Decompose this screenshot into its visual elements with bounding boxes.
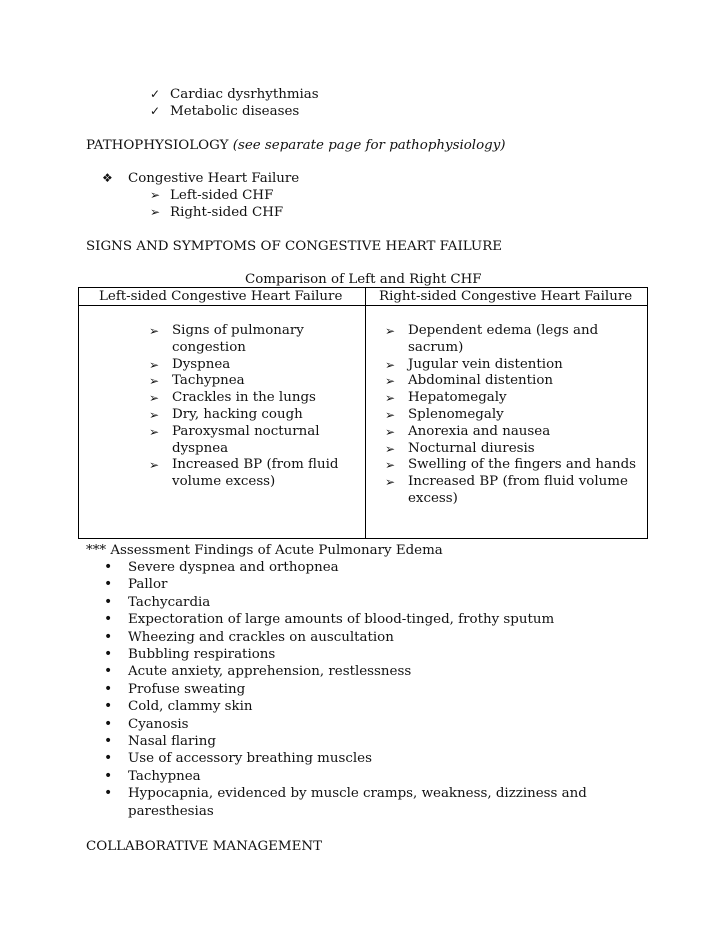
- pulmonary-edema-heading: *** Assessment Findings of Acute Pulmonary Edema: [86, 543, 443, 558]
- round-bullet-icon: •: [104, 628, 113, 645]
- table-title: Comparison of Left and Right CHF: [245, 272, 482, 287]
- list-item-text: Dry, hacking cough: [172, 406, 303, 422]
- round-bullet-icon: •: [104, 646, 113, 663]
- list-item-text: Swelling of the fingers and hands: [408, 457, 637, 473]
- arrowhead-bullet-icon: ➢: [385, 391, 396, 406]
- list-item-text: Increased BP (from fluid volume excess): [172, 457, 339, 490]
- list-item: [385, 373, 647, 390]
- list-item-text: Left-sided CHF: [170, 188, 274, 203]
- check-icon: ✓: [150, 87, 161, 101]
- list-item: [102, 611, 642, 628]
- list-item-text: Paroxysmal nocturnal dyspnea: [172, 423, 320, 456]
- collaborative-management-heading: COLLABORATIVE MANAGEMENT: [86, 839, 323, 854]
- list-item: [385, 390, 647, 407]
- list-item: [102, 663, 642, 680]
- list-item-text: Cyanosis: [128, 716, 189, 732]
- list-item: [102, 750, 642, 767]
- list-item: [385, 357, 647, 374]
- list-item-text: Congestive Heart Failure: [128, 171, 300, 186]
- arrowhead-bullet-icon: ➢: [149, 374, 160, 389]
- list-item-text: Metabolic diseases: [170, 104, 300, 119]
- list-item: [149, 390, 359, 407]
- round-bullet-icon: •: [104, 559, 113, 575]
- table-header-divider: [79, 305, 647, 306]
- list-item: [149, 407, 359, 424]
- arrowhead-bullet-icon: ➢: [149, 391, 160, 406]
- round-bullet-icon: •: [104, 733, 113, 750]
- list-item-text: Right-sided CHF: [170, 205, 284, 220]
- round-bullet-icon: •: [104, 593, 113, 610]
- right-sided-list: [385, 323, 647, 508]
- arrowhead-bullet-icon: ➢: [385, 475, 396, 490]
- arrowhead-bullet-icon: ➢: [150, 188, 161, 202]
- round-bullet-icon: •: [104, 611, 113, 628]
- left-sided-list: [149, 323, 359, 491]
- chf-sublist: [150, 187, 283, 221]
- list-item: [385, 424, 647, 441]
- list-item: [149, 357, 359, 374]
- round-bullet-icon: •: [104, 715, 113, 732]
- arrowhead-bullet-icon: ➢: [150, 205, 161, 219]
- list-item-text: Hepatomegaly: [408, 390, 507, 406]
- list-item: [102, 768, 642, 785]
- list-item: [385, 407, 647, 424]
- list-item: [385, 323, 647, 357]
- list-item: [385, 474, 647, 508]
- list-item-text: Pallor: [128, 577, 168, 593]
- list-item-text: Signs of pulmonary congestion: [172, 323, 304, 355]
- right-column-header: Right-sided Congestive Heart Failure: [379, 289, 633, 304]
- arrowhead-bullet-icon: ➢: [385, 458, 396, 473]
- pulmonary-edema-list: [102, 559, 642, 820]
- list-item: [102, 170, 299, 187]
- round-bullet-icon: •: [104, 698, 113, 715]
- list-item: [102, 646, 642, 663]
- list-item: [102, 594, 642, 611]
- diamond-bullet-icon: ❖: [102, 171, 113, 185]
- round-bullet-icon: •: [104, 680, 113, 697]
- list-item-text: Cardiac dysrhythmias: [170, 87, 319, 102]
- list-item: [385, 457, 647, 474]
- round-bullet-icon: •: [104, 750, 113, 767]
- list-item: [149, 457, 359, 491]
- signs-heading: SIGNS AND SYMPTOMS OF CONGESTIVE HEART FAILURE: [86, 239, 503, 254]
- heading-note: (see separate page for pathophysiology): [232, 138, 506, 153]
- list-item-text: Increased BP (from fluid volume excess): [408, 474, 628, 506]
- list-item-text: Dyspnea: [172, 356, 231, 372]
- arrowhead-bullet-icon: ➢: [385, 374, 396, 389]
- round-bullet-icon: •: [104, 767, 113, 784]
- list-item-text: Anorexia and nausea: [408, 423, 551, 439]
- list-item: [102, 785, 642, 820]
- list-item-text: Crackles in the lungs: [172, 390, 316, 406]
- list-item: [150, 204, 283, 221]
- list-item-text: Splenomegaly: [408, 406, 504, 422]
- list-item-text: Profuse sweating: [128, 681, 246, 697]
- arrowhead-bullet-icon: ➢: [385, 407, 396, 422]
- list-item: [149, 424, 359, 458]
- list-item-text: Tachycardia: [128, 594, 211, 610]
- list-item-text: Bubbling respirations: [128, 647, 276, 663]
- list-item: [102, 716, 642, 733]
- list-item-text: Acute anxiety, apprehension, restlessness: [128, 664, 412, 680]
- list-item-text: Nocturnal diuresis: [408, 440, 535, 456]
- chf-list: [102, 170, 299, 187]
- arrowhead-bullet-icon: ➢: [149, 357, 160, 372]
- list-item-text: Tachypnea: [172, 373, 245, 389]
- list-item-text: Dependent edema (legs and sacrum): [408, 323, 599, 355]
- list-item-text: Cold, clammy skin: [128, 699, 253, 715]
- list-item: [102, 559, 642, 576]
- list-item: [102, 733, 642, 750]
- round-bullet-icon: •: [104, 663, 113, 680]
- left-column-header: Left-sided Congestive Heart Failure: [99, 289, 343, 304]
- list-item: [102, 681, 642, 698]
- list-item-text: Tachypnea: [128, 768, 201, 784]
- list-item-text: Jugular vein distention: [408, 356, 563, 372]
- round-bullet-icon: •: [104, 785, 113, 802]
- arrowhead-bullet-icon: ➢: [149, 424, 160, 439]
- list-item: [102, 698, 642, 715]
- check-icon: ✓: [150, 104, 161, 118]
- heading-text: PATHOPHYSIOLOGY: [86, 138, 229, 153]
- list-item-text: Abdominal distention: [408, 373, 554, 389]
- checklist: [150, 86, 319, 120]
- list-item: [150, 86, 319, 103]
- list-item: [150, 103, 319, 120]
- table-column-divider: [365, 288, 366, 538]
- list-item: [102, 629, 642, 646]
- arrowhead-bullet-icon: ➢: [385, 424, 396, 439]
- list-item-text: Expectoration of large amounts of blood-tinged, frothy sputum: [128, 612, 555, 628]
- arrowhead-bullet-icon: ➢: [385, 441, 396, 456]
- list-item-text: Nasal flaring: [128, 734, 216, 750]
- list-item-text: Hypocapnia, evidenced by muscle cramps, weakness, dizziness and paresthesias: [128, 786, 587, 819]
- round-bullet-icon: •: [104, 576, 113, 593]
- arrowhead-bullet-icon: ➢: [149, 407, 160, 422]
- list-item: [150, 187, 283, 204]
- arrowhead-bullet-icon: ➢: [385, 324, 396, 338]
- list-item-text: Severe dyspnea and orthopnea: [128, 560, 339, 575]
- list-item-text: Wheezing and crackles on auscultation: [128, 629, 394, 645]
- list-item: [149, 323, 359, 357]
- comparison-table: [78, 287, 648, 539]
- list-item: [385, 441, 647, 458]
- arrowhead-bullet-icon: ➢: [385, 357, 396, 372]
- list-item: [149, 373, 359, 390]
- list-item: [102, 576, 642, 593]
- pathophysiology-heading: [86, 137, 506, 154]
- arrowhead-bullet-icon: ➢: [149, 324, 160, 338]
- list-item-text: Use of accessory breathing muscles: [128, 751, 372, 767]
- arrowhead-bullet-icon: ➢: [149, 458, 160, 473]
